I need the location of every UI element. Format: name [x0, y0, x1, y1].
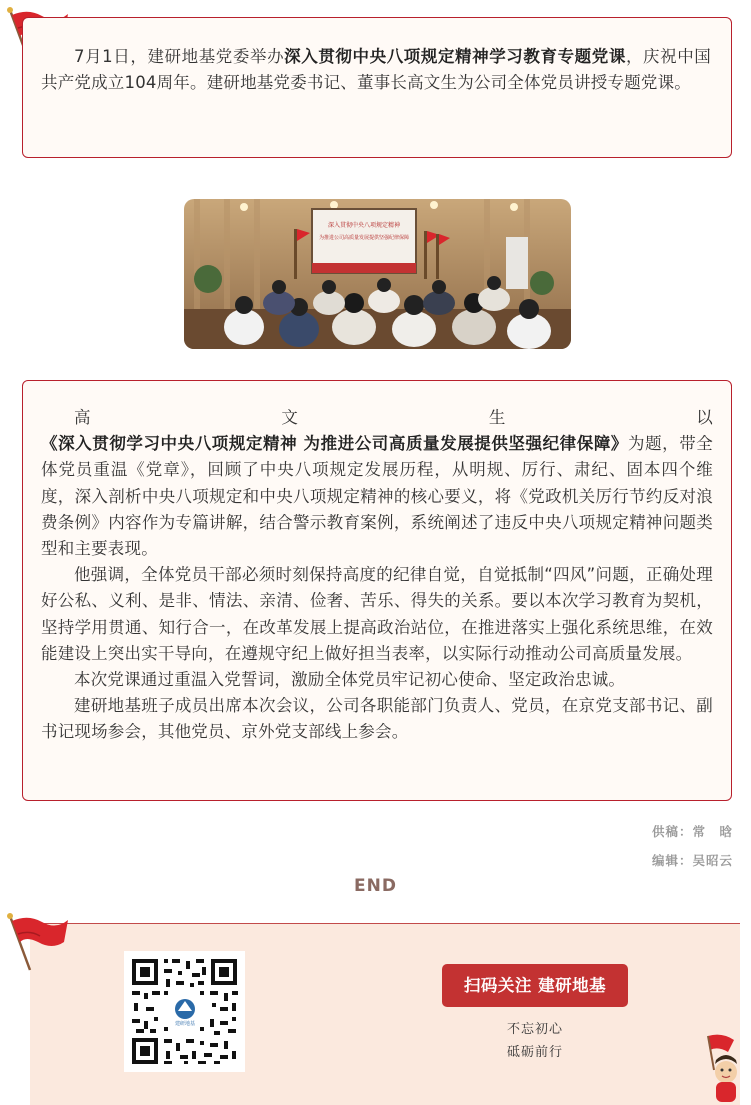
end-label: END — [354, 876, 397, 896]
editor-credit: 编辑：吴昭云 — [651, 853, 733, 868]
body-paragraph-3: 本次党课通过重温入党誓词，激励全体党员牢记初心使命、坚定政治忠诚。 — [74, 670, 626, 690]
contributor-credit: 供稿：常 晗 — [651, 824, 733, 839]
body-paragraph-4: 建研地基班子成员出席本次会议，公司各职能部门负责人、党员，在京党支部书记、副书记现场参会，其他党员、京外党支部线上参会。 — [41, 696, 713, 742]
qr-logo-caption: 建研地基 — [174, 1021, 196, 1027]
follow-button[interactable]: 扫码关注 建研地基 — [442, 964, 628, 1007]
body-paragraph-1 — [41, 405, 713, 562]
meeting-photo — [184, 199, 571, 349]
intro-text-end: ，庆祝中国共产党成立104周年。建研地基党委书记、董事长高文生为公司全体党员讲授专题党课。 — [41, 47, 711, 93]
body-p1-prefix: 高文生以 — [74, 408, 713, 427]
mascot-flag-icon — [700, 1030, 748, 1102]
slogan-line-1: 不忘初心 — [506, 1022, 563, 1037]
red-flag-icon-footer — [4, 912, 74, 972]
intro-text: 7月1日，建研地基党委举办 — [74, 47, 285, 66]
slogan-line-2: 砥砺前行 — [506, 1045, 563, 1060]
screen-title-line2: 为推进公司高质量发展提供坚强纪律保障 — [318, 235, 410, 241]
body-paragraph-2: 他强调，全体党员干部必须时刻保持高度的纪律自觉，自觉抵制“四风”问题，正确处理好公私、义利、是非、情法、亲清、俭奢、苦乐、得失的关系。要以本次学习教育为契机，坚持学用贯通、知行合一，在改革发展上提高政治站位，在推进落实上强化系统思维，在效能建设上突出实干导向，在遵规守纪上做好担当表率，以实际行动推动公司高质量发展。 — [41, 565, 713, 663]
qr-code[interactable] — [124, 951, 245, 1072]
intro-box — [22, 17, 732, 158]
intro-paragraph — [41, 44, 711, 96]
screen-title-line1: 深入贯彻中央八项规定精神 — [327, 222, 401, 229]
intro-highlight: 深入贯彻中央八项规定精神学习教育专题党课 — [284, 47, 626, 66]
body-p1-title: 《深入贯彻学习中央八项规定精神 为推进公司高质量发展提供坚强纪律保障》 — [41, 434, 628, 454]
body-box — [22, 380, 732, 801]
body-p1-text: 为题，带全体党员重温《党章》，回顾了中央八项规定发展历程，从明规、厉行、肃纪、固本四个维度，深入剖析中央八项规定和中央八项规定精神的核心要义，将《党政机关厉行节约反对浪费条例》内容作为专篇讲解，结合警示教育案例，系统阐述了违反中央八项规定精神问题类型和主要表现。 — [41, 434, 713, 559]
